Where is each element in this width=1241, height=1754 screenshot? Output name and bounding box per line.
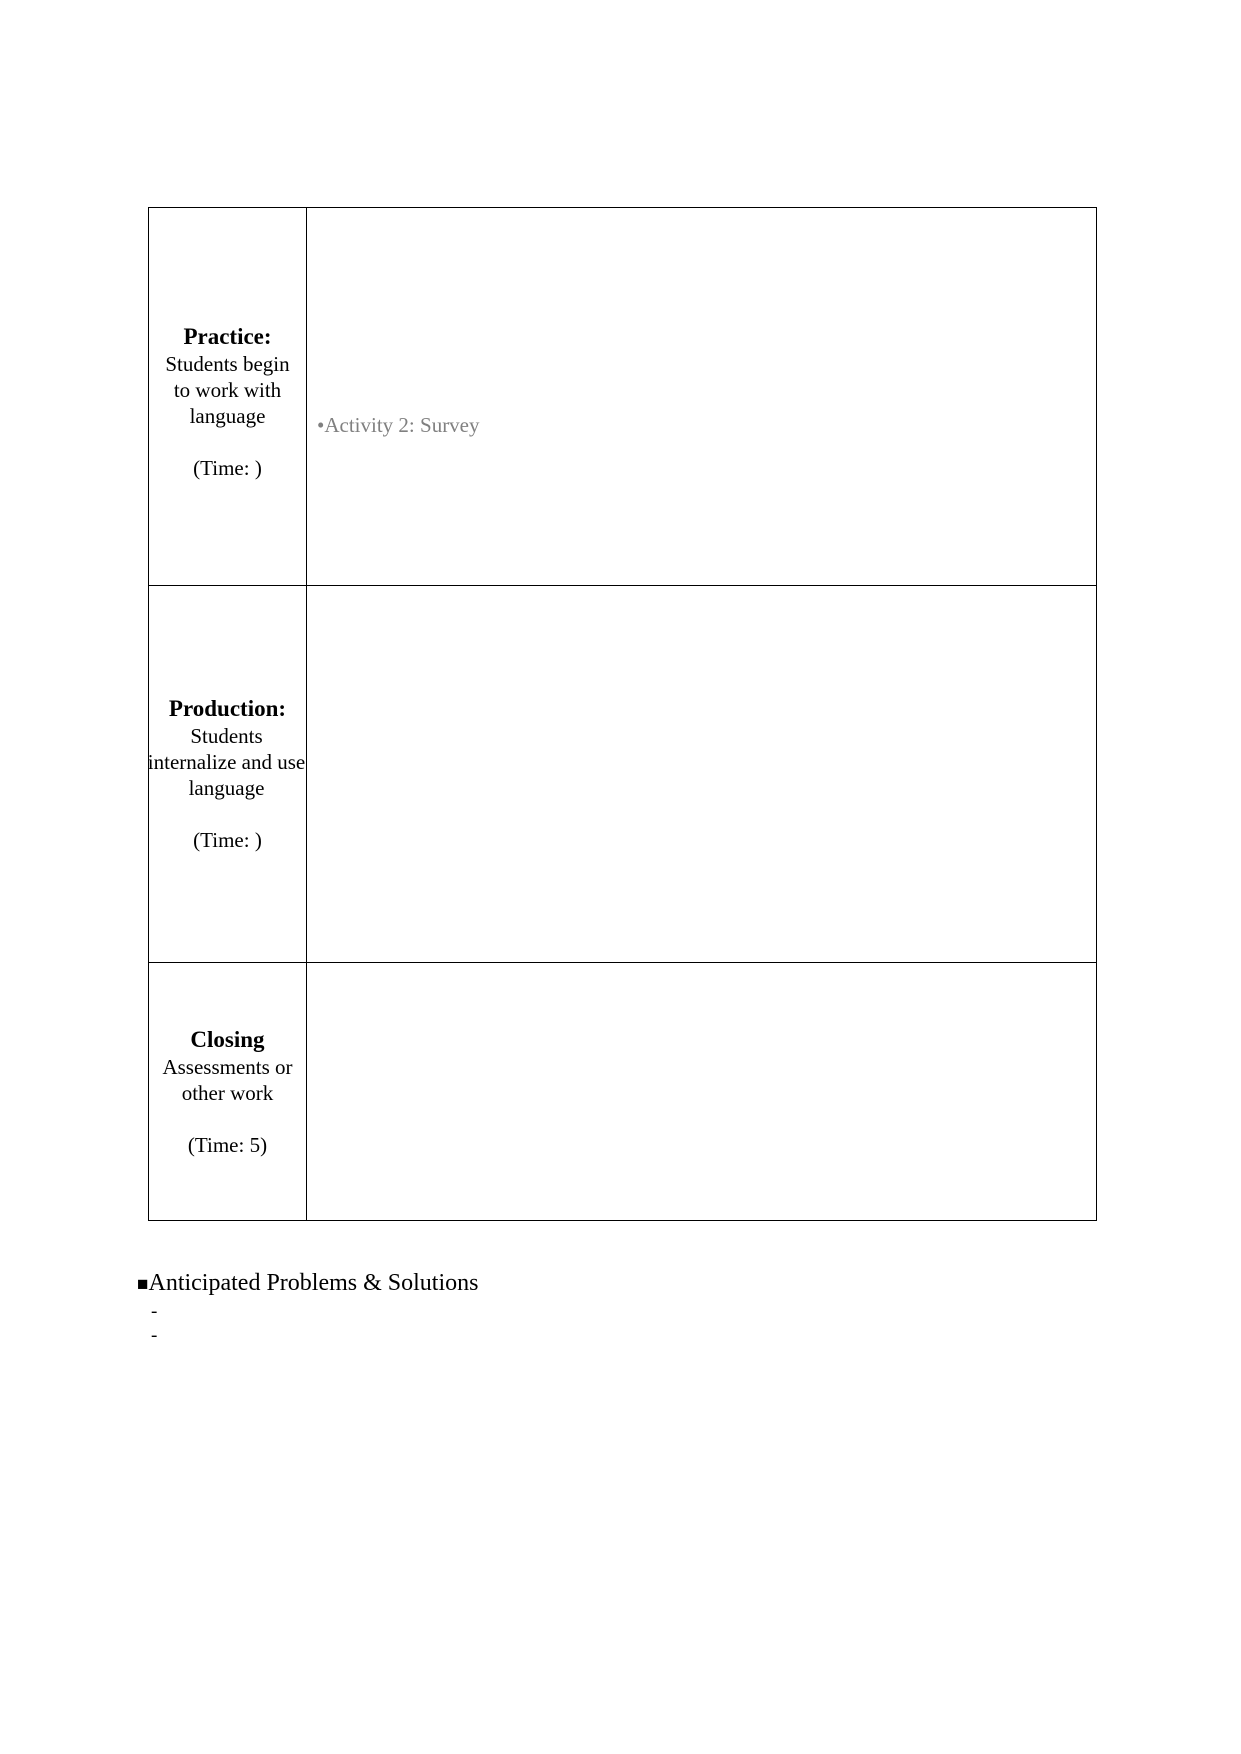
square-bullet-icon: ■	[137, 1274, 149, 1295]
stage-cell-practice	[149, 208, 307, 586]
stage-title-closing: Closing	[190, 1026, 265, 1052]
activity-item: •Activity 2: Survey	[317, 412, 480, 437]
stage-title-production: Production:	[168, 696, 287, 721]
stage-title-practice: Practice:	[183, 323, 272, 349]
stage-description-production: Students internalize and use language	[147, 724, 306, 800]
stage-description-closing: Assessments or other work	[162, 1054, 293, 1105]
stage-description-practice: Students begin to work with language	[165, 351, 290, 428]
content-cell-practice[interactable]	[307, 208, 1097, 586]
lesson-plan-table	[148, 207, 1097, 1221]
stage-time-production: (Time: )	[193, 828, 262, 852]
list-item: -	[151, 1301, 158, 1322]
table-row-production	[149, 586, 1097, 963]
content-cell-closing[interactable]	[307, 963, 1097, 1221]
stage-time-closing: (Time: 5)	[187, 1132, 268, 1157]
dash-list	[151, 1300, 157, 1348]
table-row-practice	[149, 208, 1097, 586]
table-row-closing	[149, 963, 1097, 1221]
section-heading-text: Anticipated Problems & Solutions	[148, 1270, 479, 1296]
section-heading	[137, 1268, 478, 1300]
list-item: -	[151, 1325, 158, 1346]
stage-cell-closing	[149, 963, 307, 1221]
content-cell-production[interactable]	[307, 586, 1097, 963]
stage-cell-production	[149, 586, 307, 963]
stage-time-practice: (Time: )	[193, 455, 262, 480]
